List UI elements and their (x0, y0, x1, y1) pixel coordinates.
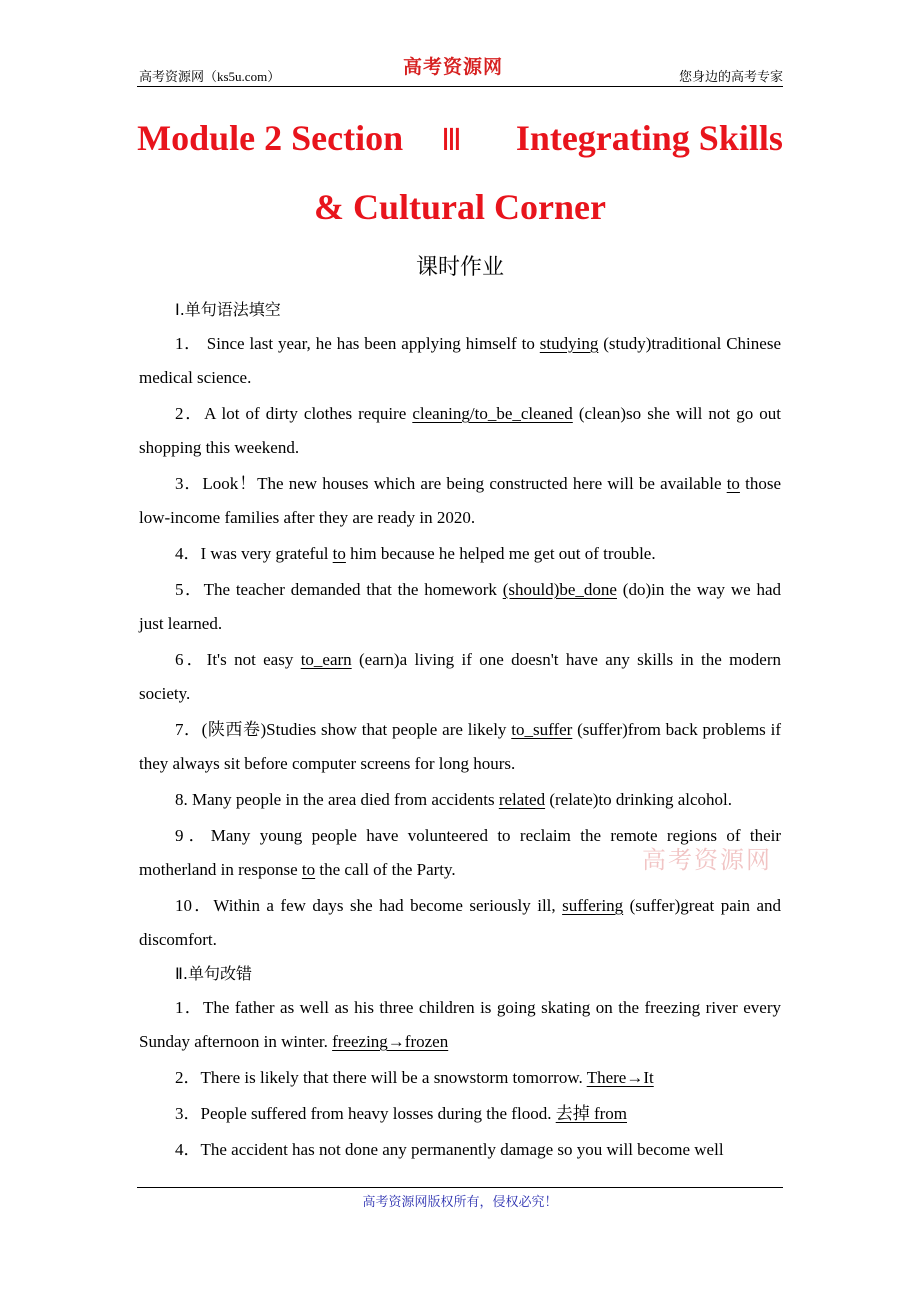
item-text-after: (do)in the way we had just learned. (139, 580, 781, 633)
item-text: 1．The father as well as his three children is going skating on the freezing river every Sunday afternoon in winter. (139, 998, 781, 1051)
item-text: 8. Many people in the area died from accidents (175, 790, 499, 809)
item-text: 4．The accident has not done any permanently damage so you will become well (175, 1140, 724, 1159)
exercise-item (139, 783, 781, 817)
item-answer: (should)be_done (502, 580, 617, 599)
exercise-item (139, 643, 781, 711)
item-text: 3．People suffered from heavy losses during the flood. (175, 1104, 556, 1123)
exercise-item (139, 991, 781, 1059)
header-slogan: 您身边的高考专家 (678, 69, 783, 84)
item-text-after: (earn)a living if one doesn't have any skills in the modern society. (139, 650, 782, 703)
item-text-after: those low-income families after they are ready in 2020. (139, 474, 781, 527)
title-roman-numeral: Ⅲ (441, 123, 462, 158)
item-answer: freezing→frozen (332, 1032, 449, 1051)
item-text: 7．(陕西卷)Studies show that people are likely (175, 720, 512, 739)
item-text-after: (clean)so she will not go out shopping this weekend. (139, 404, 781, 457)
title-module-section: Module 2 Section (137, 118, 404, 158)
section-2-heading: Ⅱ.单句改错 (175, 964, 252, 983)
item-answer: suffering (562, 896, 624, 915)
item-text: 6．It's not easy (175, 650, 301, 669)
item-answer: studying (539, 334, 599, 353)
page-header (137, 52, 783, 87)
item-text-after: (study)traditional Chinese medical science. (139, 334, 781, 387)
item-text: 9．Many young people have volunteered to reclaim the remote regions of their motherland in response (139, 826, 781, 879)
item-text: 10．Within a few days she had become seriously ill, (175, 896, 563, 915)
item-text-after: (relate)to drinking alcohol. (545, 790, 733, 809)
item-text: 2．There is likely that there will be a snowstorm tomorrow. (175, 1068, 587, 1087)
item-answer: to_earn (300, 650, 352, 669)
site-logo: 高考资源网 (403, 56, 504, 78)
item-answer: cleaning/to_be_cleaned (412, 404, 573, 423)
item-text: 2．A lot of dirty clothes require (175, 404, 413, 423)
item-answer: to_suffer (511, 720, 573, 739)
item-text-after: him because he helped me get out of trouble. (345, 544, 656, 563)
exercise-item (139, 573, 781, 641)
exercise-item (139, 1061, 781, 1095)
exercise-item (139, 397, 781, 465)
item-text-after: the call of the Party. (315, 860, 456, 879)
page-footer: 高考资源网版权所有，侵权必究！ (362, 1194, 558, 1209)
watermark: 高考资源网 (642, 846, 772, 874)
item-answer: to (726, 474, 740, 493)
exercise-item (139, 1133, 781, 1167)
exercise-item (139, 537, 781, 571)
exercise-item (139, 327, 781, 395)
exercise-item (139, 889, 781, 957)
exercise-content (139, 293, 781, 1169)
item-text: 3．Look！The new houses which are being constructed here will be available (175, 474, 727, 493)
item-answer: 去掉 from (555, 1104, 627, 1123)
item-answer: to (301, 860, 316, 879)
page-title-line-2: & Cultural Corner (314, 187, 606, 227)
item-text-after: (suffer)great pain and discomfort. (139, 896, 782, 949)
exercise-item (139, 1097, 781, 1131)
header-site-name: 高考资源网（ks5u.com） (139, 69, 281, 84)
section-1-heading: Ⅰ.单句语法填空 (175, 300, 281, 319)
item-text-after: (suffer)from back problems if they always sit before computer screens for long hours. (139, 720, 781, 773)
section-2-items (139, 991, 781, 1167)
exercise-item (139, 713, 781, 781)
exercise-item (139, 467, 781, 535)
item-text: 5．The teacher demanded that the homework (175, 580, 503, 599)
item-answer: There→It (586, 1068, 654, 1087)
item-text: 4．I was very grateful (175, 544, 333, 563)
page-title-line-1 (0, 120, 920, 156)
item-answer: related (498, 790, 546, 809)
item-text: 1． Since last year, he has been applying himself to (175, 334, 540, 353)
title-integrating-skills: Integrating Skills (515, 118, 783, 158)
footer-divider (137, 1187, 783, 1188)
page-subtitle: 课时作业 (415, 255, 504, 280)
item-answer: to (332, 544, 346, 563)
